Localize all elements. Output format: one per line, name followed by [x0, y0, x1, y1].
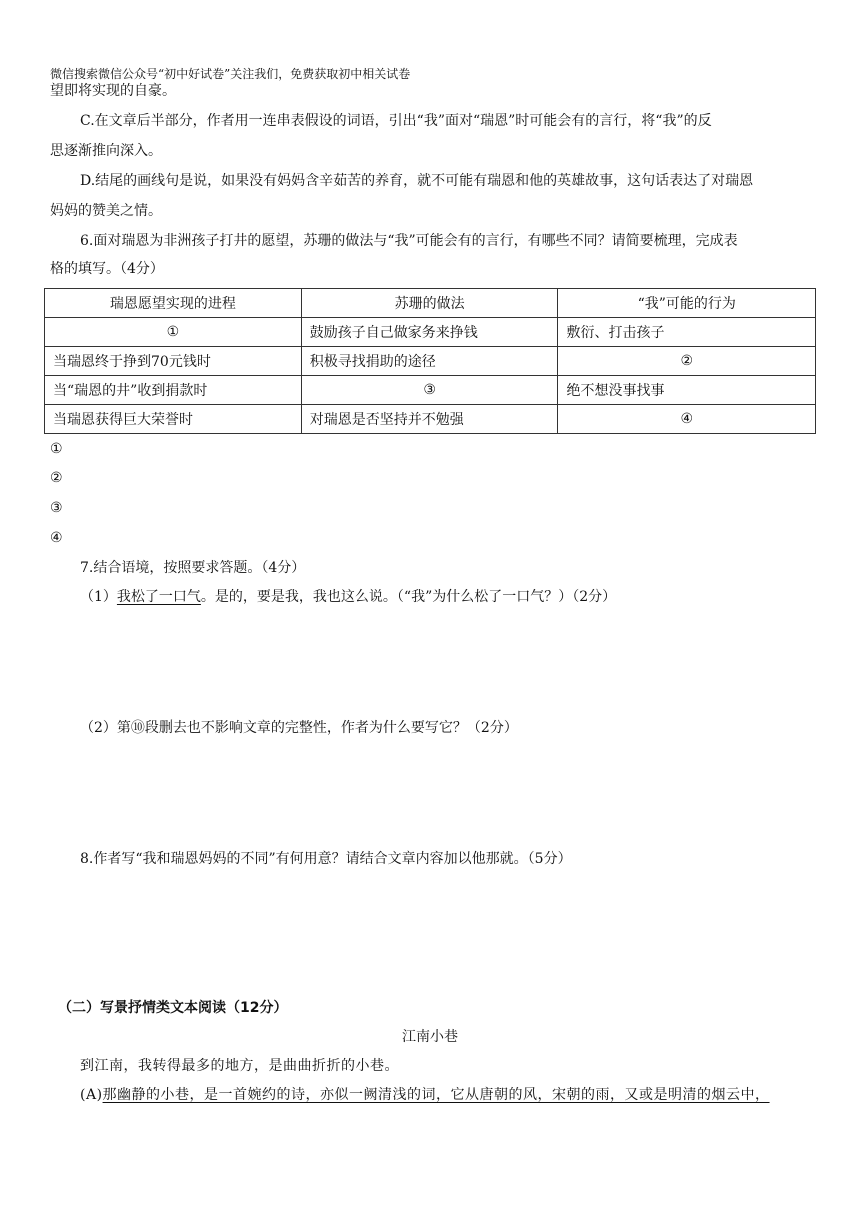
table-header: “我”可能的行为 — [558, 289, 816, 318]
underlined-quote: 我松了一口气 — [116, 589, 201, 605]
article-title: 江南小巷 — [402, 1029, 458, 1045]
question-7: 7.结合语境，按照要求答题。（4分） — [80, 560, 306, 576]
article-paragraph: 到江南，我转得最多的地方，是曲曲折折的小巷。 — [80, 1058, 399, 1074]
table-row — [45, 376, 816, 405]
question-6-cont: 格的填写。（4分） — [50, 261, 164, 277]
underlined-sentence: 那幽静的小巷，是一首婉约的诗，亦似一阙清浅的词，它从唐朝的风，宋朝的雨，又或是明清的烟云中， — [102, 1087, 770, 1103]
table-cell: 当瑞恩终于挣到70元钱时 — [45, 347, 302, 376]
question-8: 8.作者写“我和瑞恩妈妈的不同”有何用意？请结合文章内容加以他那就。（5分） — [80, 851, 572, 867]
table-cell: 对瑞恩是否坚持并不勉强 — [301, 405, 558, 434]
answer-marker-2: ② — [50, 470, 63, 486]
option-c: C.在文章后半部分，作者用一连串表假设的词语，引出“我”面对“瑞恩”时可能会有的言行，将“我”的反 — [80, 113, 712, 129]
table-row — [45, 405, 816, 434]
table-cell-blank: ② — [558, 347, 816, 376]
table-cell-blank: ④ — [558, 405, 816, 434]
watermark-text: 微信搜索微信公众号“初中好试卷”关注我们，免费获取初中相关试卷 — [50, 67, 411, 81]
table-header-row — [45, 289, 816, 318]
section-heading: （二）写景抒情类文本阅读（12分） — [58, 1000, 288, 1016]
table-cell: 绝不想没事找事 — [558, 376, 816, 405]
table-cell: 鼓励孩子自己做家务来挣钱 — [301, 318, 558, 347]
question-7-2: （2）第⑩段删去也不影响文章的完整性，作者为什么要写它？（2分） — [80, 720, 518, 736]
table-cell: 积极寻找捐助的途径 — [301, 347, 558, 376]
table-row — [45, 347, 816, 376]
comparison-table — [44, 288, 816, 434]
article-paragraph-underlined — [80, 1085, 816, 1105]
paragraph-marker: (A) — [80, 1087, 103, 1103]
answer-marker-3: ③ — [50, 500, 63, 516]
option-d-cont: 妈妈的赞美之情。 — [50, 203, 162, 219]
answer-marker-1: ① — [50, 441, 63, 457]
text-line: 望即将实现的自豪。 — [50, 83, 176, 99]
answer-marker-4: ④ — [50, 530, 63, 546]
question-6: 6.面对瑞恩为非洲孩子打井的愿望，苏珊的做法与“我”可能会有的言行，有哪些不同？请简要梳理，完成表 — [80, 233, 738, 249]
option-c-cont: 思逐渐推向深入。 — [50, 143, 162, 159]
table-header: 瑞恩愿望实现的进程 — [45, 289, 302, 318]
table-cell-blank: ① — [45, 318, 302, 347]
question-7-1 — [80, 587, 816, 607]
table-row — [45, 318, 816, 347]
sub-question-text: 。是的，要是我，我也这么说。（“我”为什么松了一口气？）（2分） — [200, 589, 617, 605]
table-cell: 敷衍、打击孩子 — [558, 318, 816, 347]
option-d: D.结尾的画线句是说，如果没有妈妈含辛茹苦的养育，就不可能有瑞恩和他的英雄故事，这句话表达了对瑞恩 — [80, 173, 754, 189]
table-cell-blank: ③ — [301, 376, 558, 405]
table-cell: 当瑞恩获得巨大荣誉时 — [45, 405, 302, 434]
sub-number: （1） — [80, 589, 117, 605]
table-header: 苏珊的做法 — [301, 289, 558, 318]
table-cell: 当“瑞恩的井”收到捐款时 — [45, 376, 302, 405]
